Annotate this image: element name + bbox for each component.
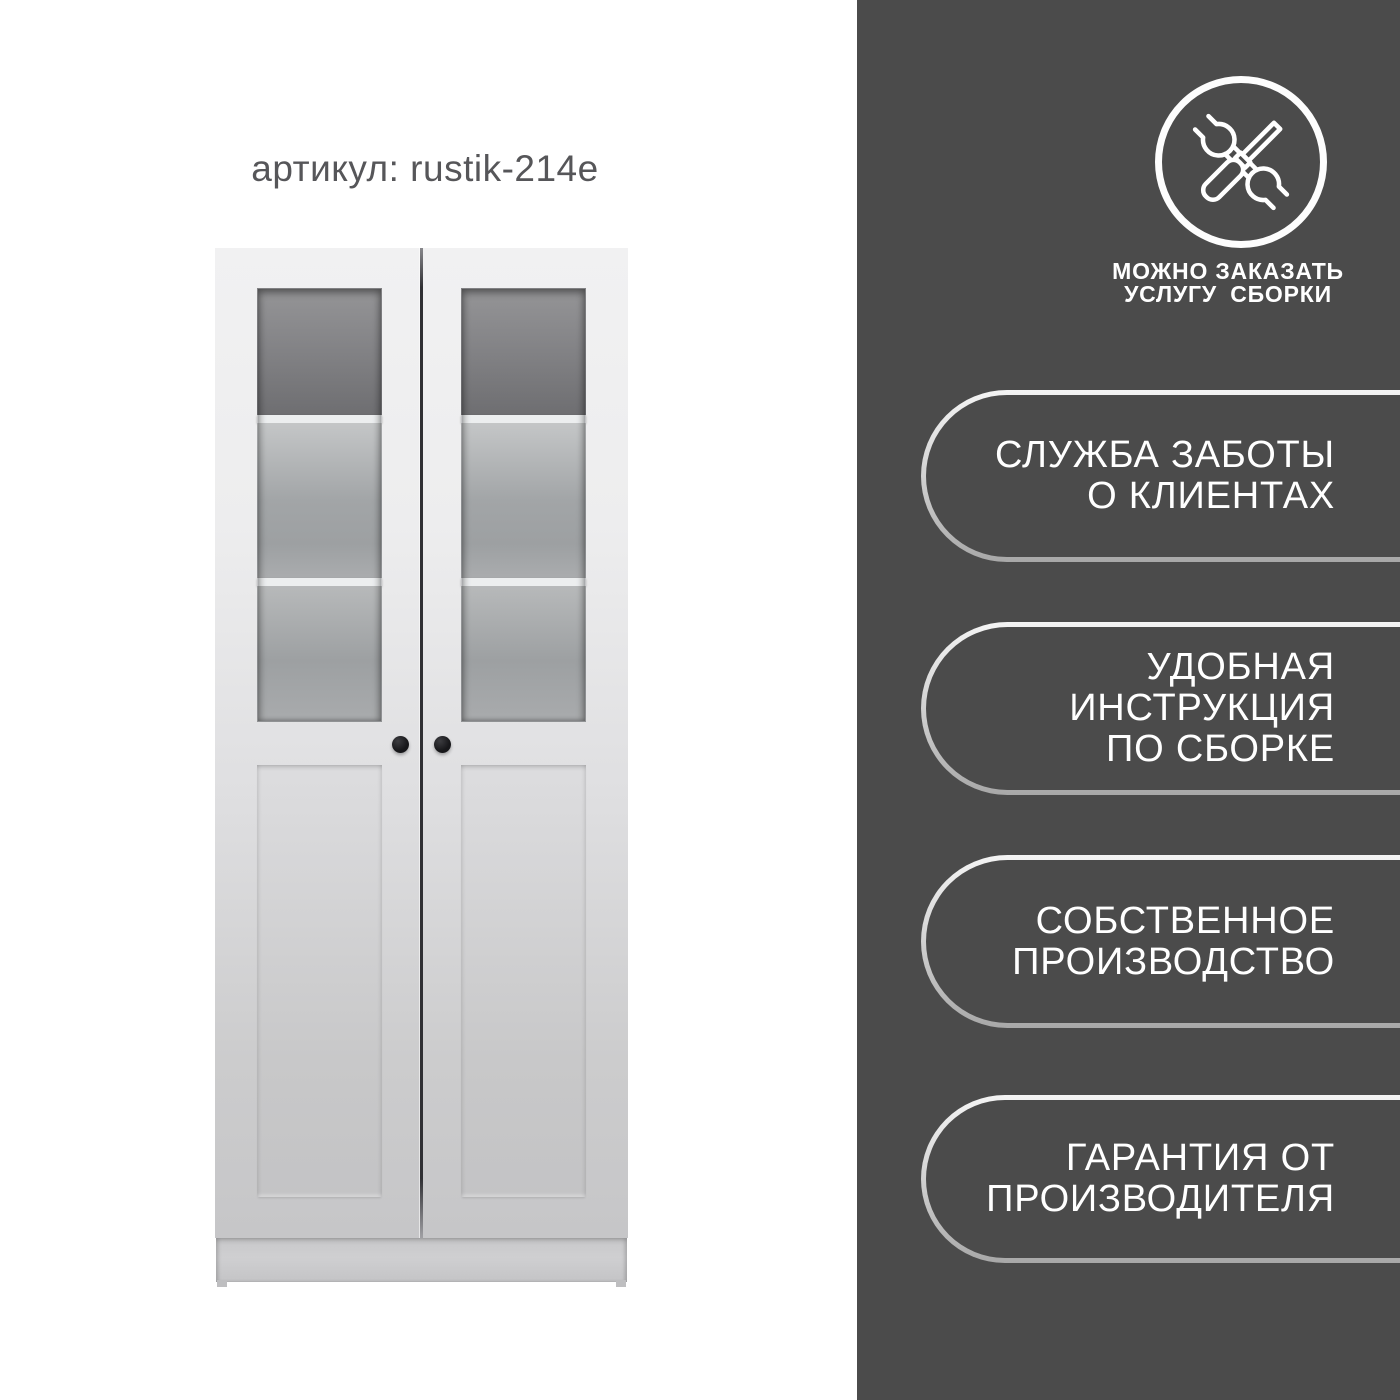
cabinet-door-left	[215, 248, 420, 1238]
assembly-service-caption	[1028, 260, 1400, 306]
badge-text-line: СЛУЖБА ЗАБОТЫ	[995, 434, 1335, 476]
glass-compartment-middle	[257, 423, 382, 578]
cabinet-render	[215, 248, 628, 1287]
shelf-edge	[257, 578, 382, 586]
cabinet-door-right	[423, 248, 628, 1238]
assembly-service-icon	[1155, 76, 1327, 248]
badge-manufacturer-warranty	[921, 1095, 1400, 1263]
shelf-edge	[461, 578, 586, 586]
article-label: артикул: rustik-214e	[251, 148, 599, 189]
badge-inner	[926, 627, 1400, 790]
cabinet-foot	[616, 1280, 626, 1287]
badge-inner	[926, 860, 1400, 1023]
badge-text-line: ПРОИЗВОДИТЕЛЯ	[986, 1178, 1335, 1220]
glass-compartment-top	[461, 288, 586, 415]
badge-text-line: ПРОИЗВОДСТВО	[1012, 940, 1335, 983]
assembly-caption-line: УСЛУГУ СБОРКИ	[1124, 281, 1332, 307]
door-knob-right	[434, 736, 451, 753]
shaker-panel-left	[257, 765, 382, 1197]
badge-inner	[926, 395, 1400, 557]
badge-assembly-instructions	[921, 622, 1400, 795]
badge-text-line: УДОБНАЯ	[1146, 646, 1335, 688]
assembly-caption-line: МОЖНО ЗАКАЗАТЬ	[1112, 258, 1344, 284]
door-knob-left	[392, 736, 409, 753]
glass-compartment-bottom	[257, 586, 382, 722]
cabinet-doors	[215, 248, 628, 1238]
glass-compartment-top	[257, 288, 382, 415]
wrench-screwdriver-icon	[1178, 99, 1304, 225]
badge-inner	[926, 1100, 1400, 1258]
glass-window-left	[257, 288, 382, 722]
badge-text-line: О КЛИЕНТАХ	[1087, 475, 1335, 517]
badge-own-production	[921, 855, 1400, 1028]
badge-text-line: ИНСТРУКЦИЯ	[1069, 687, 1335, 729]
cabinet-foot	[217, 1280, 227, 1287]
glass-compartment-bottom	[461, 586, 586, 722]
shaker-panel-right	[461, 765, 586, 1197]
badge-text-line: ГАРАНТИЯ ОТ	[1065, 1137, 1335, 1179]
shelf-edge	[257, 415, 382, 423]
badge-customer-care	[921, 390, 1400, 562]
glass-window-right	[461, 288, 586, 722]
cabinet-plinth	[216, 1238, 627, 1282]
shelf-edge	[461, 415, 586, 423]
glass-compartment-middle	[461, 423, 586, 578]
badge-text-line: ПО СБОРКЕ	[1106, 728, 1335, 770]
badge-text-line: СОБСТВЕННОЕ	[1035, 899, 1335, 942]
